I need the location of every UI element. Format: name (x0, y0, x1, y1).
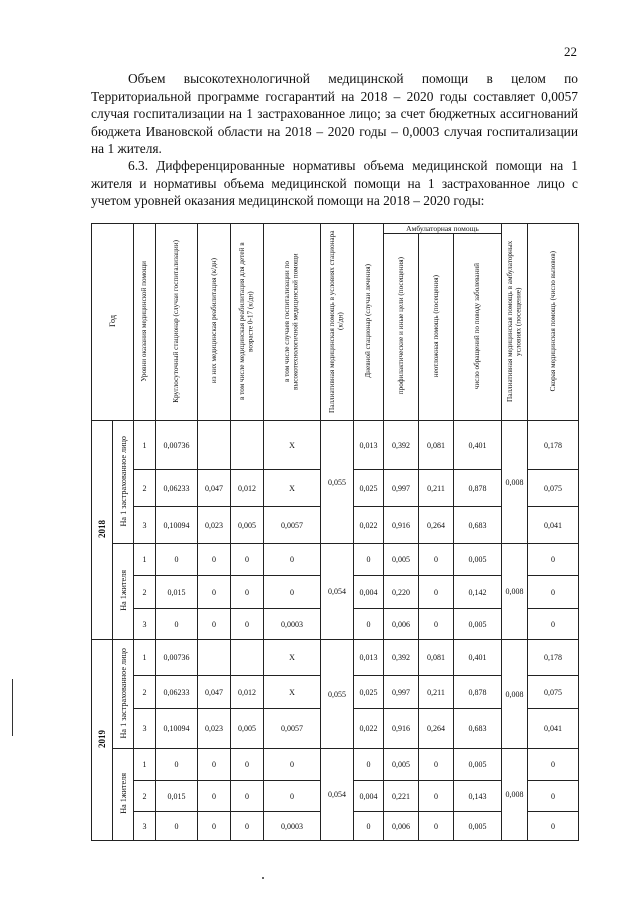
header-disease: число обращений по поводу заболеваний (454, 234, 502, 421)
cell-urgent: 0 (419, 544, 454, 576)
cell-disease: 0,005 (454, 812, 502, 841)
cell-rehab-children: 0 (231, 781, 264, 812)
cell-preventive: 0,997 (384, 676, 419, 709)
cell-day-hospital: 0,004 (354, 781, 384, 812)
cell-preventive: 0,220 (384, 576, 419, 609)
header-ambulance: Скорая медицинская помощь (число вызовов) (528, 224, 579, 421)
cell-rehab-children (231, 421, 264, 470)
cell-ambulance: 0 (528, 609, 579, 640)
cell-rehab: 0 (198, 749, 231, 781)
cell-disease: 0,142 (454, 576, 502, 609)
cell-disease: 0,683 (454, 507, 502, 544)
cell-palliative-stationary: 0,054 (321, 749, 354, 841)
cell-level: 2 (134, 576, 156, 609)
cell-urgent: 0,264 (419, 709, 454, 749)
cell-rehab-children: 0,012 (231, 470, 264, 507)
cell-level: 1 (134, 640, 156, 676)
cell-day-hospital: 0,025 (354, 676, 384, 709)
scan-dot (262, 877, 264, 879)
cell-day-hospital: 0,022 (354, 709, 384, 749)
cell-hitech: X (264, 421, 321, 470)
cell-urgent: 0 (419, 781, 454, 812)
cell-urgent: 0 (419, 749, 454, 781)
paragraph-section-6-3: 6.3. Дифференцированные нормативы объема медицинской помощи на 1 жителя и нормативы объема медицинской помощи на 1 застрахованное лицо с учетом уровней оказания медицинской помощи на 2018 – 2020 годы: (91, 158, 578, 208)
cell-disease: 0,401 (454, 640, 502, 676)
cell-ambulance: 0 (528, 544, 579, 576)
cell-preventive: 0,916 (384, 709, 419, 749)
cell-rehab: 0,023 (198, 507, 231, 544)
cell-level: 3 (134, 609, 156, 640)
cell-urgent: 0,211 (419, 470, 454, 507)
cell-round-clock: 0 (156, 609, 198, 640)
cell-preventive: 0,392 (384, 421, 419, 470)
cell-rehab-children: 0 (231, 812, 264, 841)
group-label-cell: На 1жителя (113, 749, 134, 841)
cell-disease: 0,878 (454, 470, 502, 507)
cell-round-clock: 0,06233 (156, 676, 198, 709)
cell-preventive: 0,006 (384, 812, 419, 841)
cell-preventive: 0,221 (384, 781, 419, 812)
cell-day-hospital: 0,025 (354, 470, 384, 507)
cell-day-hospital: 0,013 (354, 421, 384, 470)
table-row (92, 544, 579, 576)
cell-ambulance: 0,075 (528, 676, 579, 709)
header-preventive: профилактические и иные цели (посещения) (384, 234, 419, 421)
cell-round-clock: 0 (156, 749, 198, 781)
header-level: Уровни оказания медицинской помощи (134, 224, 156, 421)
cell-day-hospital: 0,013 (354, 640, 384, 676)
cell-rehab: 0 (198, 544, 231, 576)
cell-rehab-children (231, 640, 264, 676)
header-urgent: неотложная помощь (посещения) (419, 234, 454, 421)
year-cell: 2018 (92, 421, 113, 640)
table-row (92, 749, 579, 781)
cell-rehab-children: 0 (231, 576, 264, 609)
cell-round-clock: 0,00736 (156, 421, 198, 470)
header-ambulatory-group: Амбулаторная помощь (384, 224, 502, 234)
header-palliative-ambulatory: Паллиативная медицинская помощь в амбулаторных условиях (посещение) (502, 224, 528, 421)
header-year: Год (92, 224, 134, 421)
cell-preventive: 0,916 (384, 507, 419, 544)
paragraph-hitech-volume: Объем высокотехнологичной медицинской помощи в целом по Территориальной программе госгарантий на 2018 – 2020 годы составляет 0,0057 случая госпитализации на 1 застрахованное лицо; за счет бюджетных ассигнований бюджета Ивановской области на 2018 – 2020 годы – 0,0003 случая госпитализации на 1 жителя. (91, 71, 578, 156)
header-rehab-children: в том числе медицинская реабилитация для детей в возрасте 0-17 (к/дн) (231, 224, 264, 421)
cell-round-clock: 0,10094 (156, 709, 198, 749)
cell-day-hospital: 0 (354, 812, 384, 841)
cell-hitech: 0 (264, 576, 321, 609)
cell-preventive: 0,005 (384, 749, 419, 781)
cell-rehab: 0,047 (198, 470, 231, 507)
cell-round-clock: 0,015 (156, 576, 198, 609)
header-day-hospital: Дневной стационар (случаи лечения) (354, 224, 384, 421)
cell-level: 2 (134, 470, 156, 507)
cell-level: 1 (134, 749, 156, 781)
cell-urgent: 0 (419, 812, 454, 841)
cell-ambulance: 0 (528, 576, 579, 609)
year-cell: 2019 (92, 640, 113, 841)
cell-rehab-children: 0,005 (231, 507, 264, 544)
cell-level: 3 (134, 709, 156, 749)
cell-hitech: X (264, 676, 321, 709)
cell-hitech: X (264, 640, 321, 676)
cell-ambulance: 0,041 (528, 507, 579, 544)
cell-day-hospital: 0,004 (354, 576, 384, 609)
margin-mark (12, 679, 13, 736)
cell-round-clock: 0,00736 (156, 640, 198, 676)
cell-urgent: 0,081 (419, 421, 454, 470)
page-number: 22 (564, 44, 577, 59)
cell-urgent: 0,211 (419, 676, 454, 709)
cell-day-hospital: 0 (354, 609, 384, 640)
cell-disease: 0,005 (454, 609, 502, 640)
header-palliative-stationary: Паллиативная медицинская помощь в условиях стационара (к/дн) (321, 224, 354, 421)
cell-rehab (198, 421, 231, 470)
cell-rehab: 0,023 (198, 709, 231, 749)
cell-rehab: 0,047 (198, 676, 231, 709)
header-hitech: в том числе случаев госпитализации по высокотехнологичной медицинской помощи (264, 224, 321, 421)
cell-hitech: 0,0057 (264, 507, 321, 544)
cell-rehab: 0 (198, 609, 231, 640)
cell-level: 2 (134, 781, 156, 812)
cell-level: 3 (134, 812, 156, 841)
volume-norms-table (91, 223, 579, 841)
cell-disease: 0,005 (454, 544, 502, 576)
cell-ambulance: 0,178 (528, 640, 579, 676)
cell-rehab: 0 (198, 812, 231, 841)
cell-urgent: 0,081 (419, 640, 454, 676)
cell-level: 1 (134, 544, 156, 576)
cell-disease: 0,683 (454, 709, 502, 749)
cell-preventive: 0,005 (384, 544, 419, 576)
cell-round-clock: 0 (156, 544, 198, 576)
cell-urgent: 0,264 (419, 507, 454, 544)
group-label-cell: На 1 застрахованное лицо (113, 421, 134, 544)
table-row (92, 640, 579, 676)
cell-ambulance: 0 (528, 781, 579, 812)
cell-rehab-children: 0,012 (231, 676, 264, 709)
cell-hitech: 0 (264, 781, 321, 812)
cell-preventive: 0,006 (384, 609, 419, 640)
cell-disease: 0,143 (454, 781, 502, 812)
group-label-cell: На 1жителя (113, 544, 134, 640)
group-label-cell: На 1 застрахованное лицо (113, 640, 134, 749)
cell-preventive: 0,997 (384, 470, 419, 507)
cell-palliative-ambulatory: 0,008 (502, 749, 528, 841)
cell-round-clock: 0,015 (156, 781, 198, 812)
header-rehab: из них медицинская реабилитация (к/дн) (198, 224, 231, 421)
cell-palliative-stationary: 0,054 (321, 544, 354, 640)
table-row (92, 421, 579, 470)
cell-palliative-ambulatory: 0,008 (502, 544, 528, 640)
cell-palliative-ambulatory: 0,008 (502, 421, 528, 544)
cell-palliative-stationary: 0,055 (321, 421, 354, 544)
cell-hitech: X (264, 470, 321, 507)
cell-level: 3 (134, 507, 156, 544)
cell-round-clock: 0,10094 (156, 507, 198, 544)
cell-palliative-ambulatory: 0,008 (502, 640, 528, 749)
cell-disease: 0,878 (454, 676, 502, 709)
cell-ambulance: 0 (528, 749, 579, 781)
header-round-clock: Круглосуточный стационар (случаи госпитализации) (156, 224, 198, 421)
cell-urgent: 0 (419, 609, 454, 640)
cell-ambulance: 0 (528, 812, 579, 841)
cell-rehab: 0 (198, 781, 231, 812)
cell-palliative-stationary: 0,055 (321, 640, 354, 749)
cell-ambulance: 0,041 (528, 709, 579, 749)
cell-rehab-children: 0 (231, 609, 264, 640)
cell-ambulance: 0,075 (528, 470, 579, 507)
cell-day-hospital: 0,022 (354, 507, 384, 544)
cell-disease: 0,005 (454, 749, 502, 781)
cell-day-hospital: 0 (354, 544, 384, 576)
cell-round-clock: 0 (156, 812, 198, 841)
cell-ambulance: 0,178 (528, 421, 579, 470)
cell-urgent: 0 (419, 576, 454, 609)
cell-level: 2 (134, 676, 156, 709)
cell-hitech: 0 (264, 544, 321, 576)
cell-hitech: 0 (264, 749, 321, 781)
cell-hitech: 0,0003 (264, 609, 321, 640)
cell-round-clock: 0,06233 (156, 470, 198, 507)
cell-level: 1 (134, 421, 156, 470)
cell-disease: 0,401 (454, 421, 502, 470)
cell-rehab-children: 0 (231, 749, 264, 781)
cell-preventive: 0,392 (384, 640, 419, 676)
cell-day-hospital: 0 (354, 749, 384, 781)
cell-hitech: 0,0003 (264, 812, 321, 841)
cell-rehab (198, 640, 231, 676)
cell-rehab-children: 0 (231, 544, 264, 576)
cell-hitech: 0,0057 (264, 709, 321, 749)
cell-rehab: 0 (198, 576, 231, 609)
cell-rehab-children: 0,005 (231, 709, 264, 749)
